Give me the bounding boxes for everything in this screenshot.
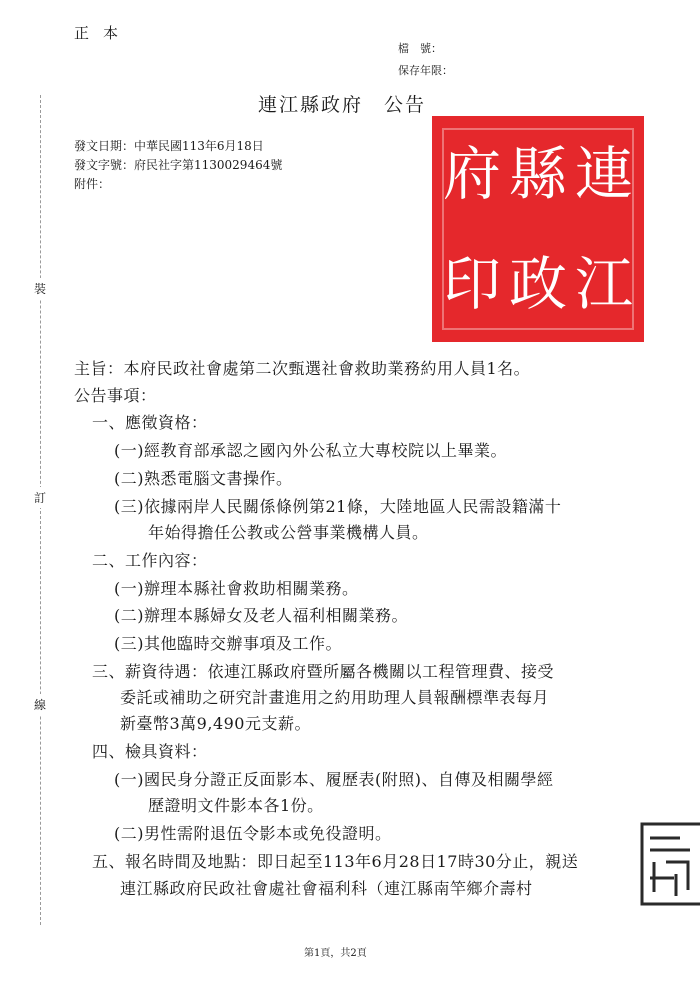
official-seal: [432, 116, 644, 342]
page-number: 第1頁，共2頁: [304, 948, 367, 959]
seal-char: 連: [574, 140, 634, 208]
document-title: 連江縣政府 公告: [258, 94, 427, 116]
section-4-item-1-line-2: 歷證明文件影本各1份。: [148, 796, 324, 815]
section-1-item-3-line-2: 年始得擔任公教或公營事業機構人員。: [148, 523, 429, 542]
section-3-line-1: 三、薪資待遇：依連江縣政府暨所屬各機關以工程管理費、接受: [92, 662, 555, 681]
section-5-line-1: 五、報名時間及地點：即日起至113年6月28日17時30分止，親送: [92, 852, 579, 871]
binding-mark-xian: 線: [34, 694, 46, 715]
announcement-label: 公告事項：: [74, 386, 157, 405]
section-4-heading: 四、檢具資料：: [92, 742, 208, 761]
issue-date: 發文日期：中華民國113年6月18日: [74, 139, 264, 153]
section-2-heading: 二、工作內容：: [92, 551, 208, 570]
section-5-line-2: 連江縣政府民政社會處社會福利科（連江縣南竿鄉介壽村: [120, 879, 533, 898]
subject-line: 主旨：本府民政社會處第二次甄選社會救助業務約用人員1名。: [74, 359, 531, 378]
section-4-item-2: (二)男性需附退伍令影本或免役證明。: [114, 824, 392, 843]
attachment-label: 附件：: [74, 177, 111, 191]
section-1-item-2: (二)熟悉電腦文書操作。: [114, 469, 293, 488]
copy-mark: 正本: [74, 24, 133, 42]
binding-line: [40, 95, 41, 925]
retention-period-label: 保存年限：: [398, 64, 453, 77]
section-2-item-1: (一)辦理本縣社會救助相關業務。: [114, 579, 359, 598]
section-2-item-2: (二)辦理本縣婦女及老人福利相關業務。: [114, 606, 408, 625]
seal-char: 縣: [508, 140, 568, 208]
seal-char: 府: [442, 140, 502, 208]
section-3-line-3: 新臺幣3萬9,490元支薪。: [120, 714, 311, 733]
binding-mark-zhuang: 裝: [34, 278, 46, 299]
section-1-item-3-line-1: (三)依據兩岸人民關係條例第21條，大陸地區人民需設籍滿十: [114, 497, 562, 516]
seal-char: 江: [574, 250, 634, 318]
binding-mark-ding: 訂: [34, 487, 46, 508]
section-3-line-2: 委託或補助之研究計畫進用之約用助理人員報酬標準表每月: [120, 688, 550, 707]
section-2-item-3: (三)其他臨時交辦事項及工作。: [114, 634, 342, 653]
section-1-heading: 一、應徵資格：: [92, 413, 208, 432]
document-number: 發文字號：府民社字第1130029464號: [74, 158, 283, 172]
file-number-label: 檔 號：: [398, 42, 442, 55]
partial-seal-stamp: [636, 818, 700, 908]
seal-char: 政: [508, 250, 568, 318]
seal-char: 印: [442, 250, 502, 318]
section-4-item-1-line-1: (一)國民身分證正反面影本、履歷表(附照)、自傳及相關學經: [114, 770, 554, 789]
section-1-item-1: (一)經教育部承認之國內外公私立大專校院以上畢業。: [114, 441, 507, 460]
